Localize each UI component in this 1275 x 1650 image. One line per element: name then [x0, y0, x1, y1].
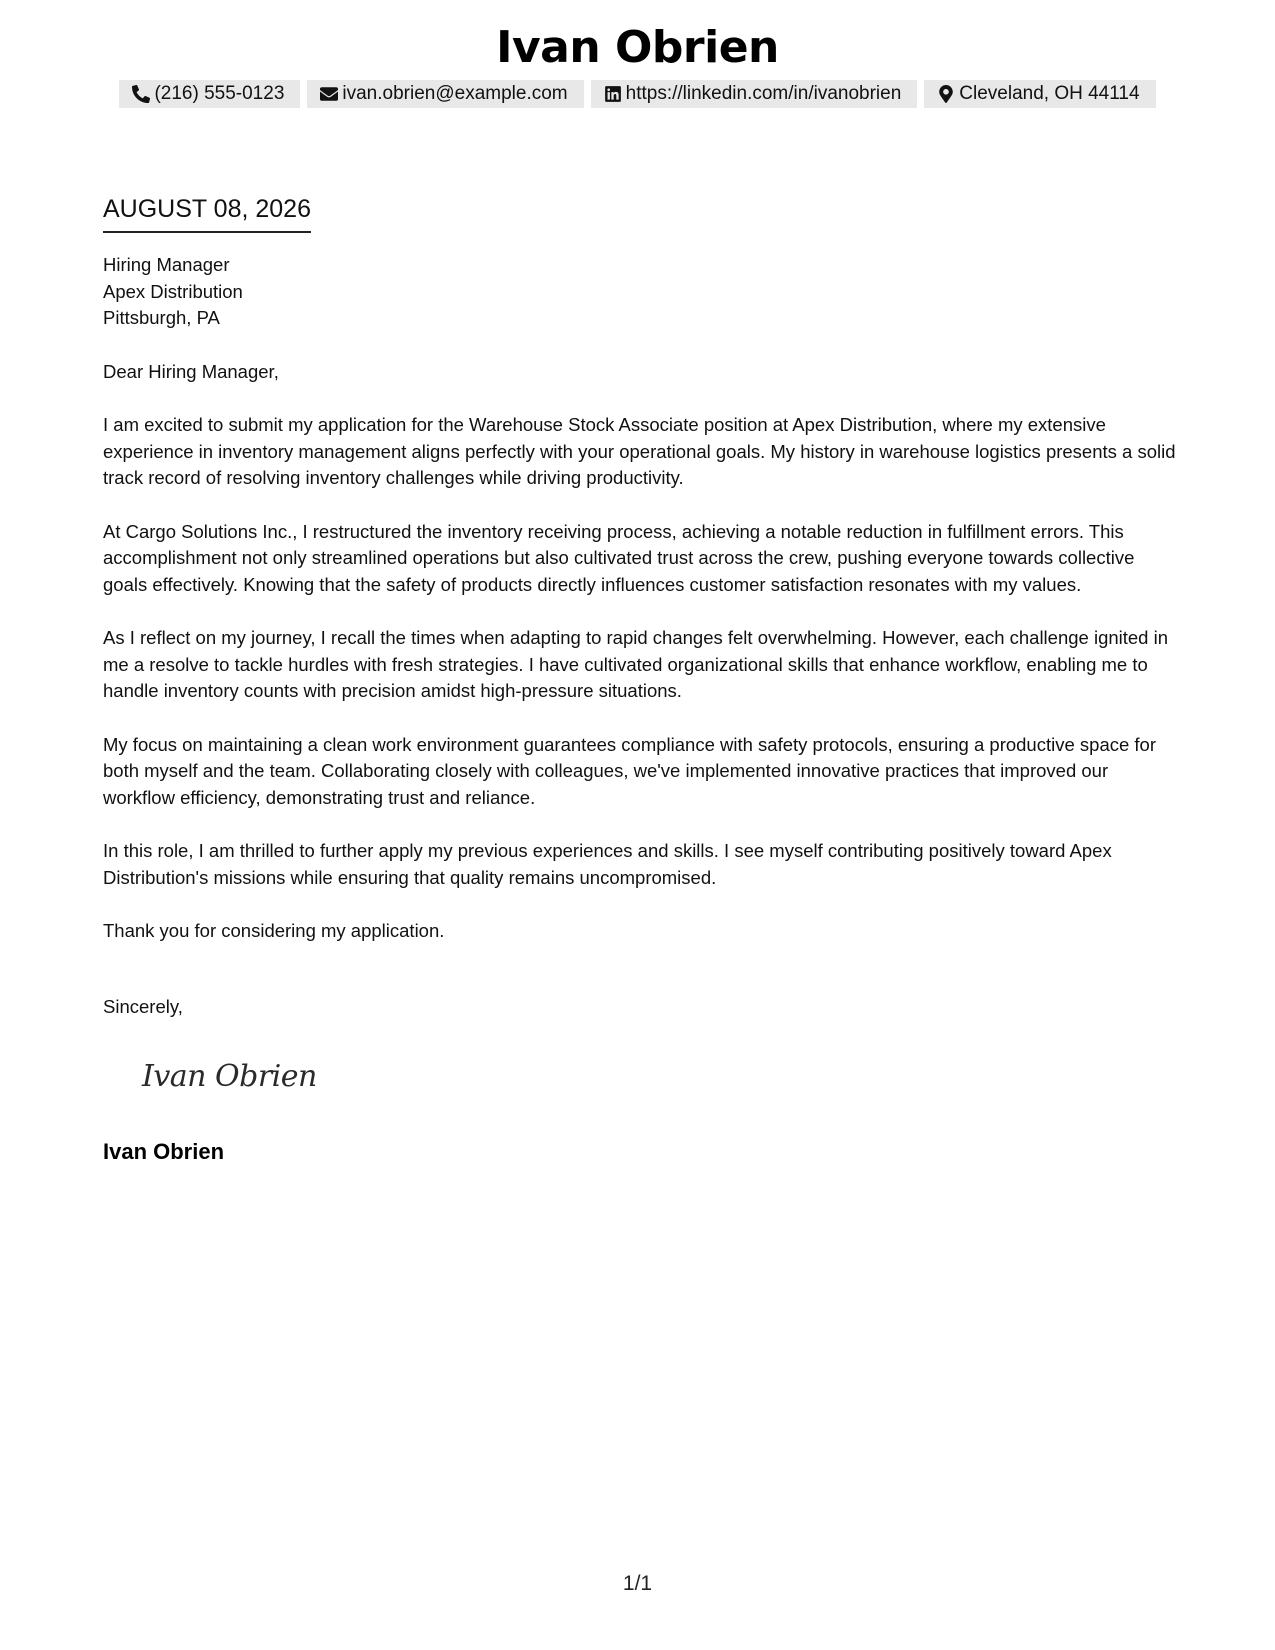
paragraph: Thank you for considering my application.: [103, 920, 445, 941]
email-text: ivan.obrien@example.com: [342, 83, 568, 104]
phone-text: (216) 555-0123: [154, 83, 285, 104]
linkedin-icon: [604, 85, 622, 103]
contact-bar: [0, 80, 1275, 108]
contact-email[interactable]: [307, 80, 583, 108]
paragraph: My focus on maintaining a clean work environment guarantees compliance with safety protocols, ensuring a productive space for both myself and the team. Collaborating closely with colleagues, we've implemented innovative practices that improved our workflow efficiency, demonstrating trust and reliance.: [103, 733, 1157, 808]
paragraph: In this role, I am thrilled to further apply my previous experiences and skills. I see myself contributing positively toward Apex Distribution's missions while ensuring that quality remains uncompromised.: [103, 840, 1112, 888]
signature-text: Ivan Obrien: [142, 1059, 317, 1094]
linkedin-text: https://linkedin.com/in/ivanobrien: [625, 83, 902, 104]
recipient-location: Pittsburgh, PA: [103, 307, 220, 328]
map-marker-icon: [937, 85, 955, 103]
recipient-title: Hiring Manager: [103, 254, 230, 275]
signer-name: Ivan Obrien: [103, 1139, 225, 1164]
applicant-name: Ivan Obrien: [496, 22, 779, 73]
recipient-company: Apex Distribution: [103, 280, 243, 302]
paragraph: As I reflect on my journey, I recall the times when adapting to rapid changes felt overwhelming. However, each challenge ignited in me a resolve to tackle hurdles with fresh strategies. I have cultivated organizational skills that enhance workflow, enabling me to handle inventory counts with precision amidst high-pressure situations.: [103, 627, 1169, 701]
contact-linkedin[interactable]: [591, 80, 918, 108]
contact-location: [924, 80, 1155, 108]
recipient-block: [103, 252, 1183, 332]
salutation: Dear Hiring Manager,: [103, 360, 279, 382]
paragraph: I am excited to submit my application for the Warehouse Stock Associate position at Apex Distribution, where my extensive experience in inventory management aligns perfectly with your operational goals. My history in warehouse logistics presents a solid track record of resolving inventory challenges while driving productivity.: [103, 414, 1176, 488]
signature-image: [138, 1050, 338, 1100]
letter-date: AUGUST 08, 2026: [103, 193, 311, 233]
closing: Sincerely,: [103, 996, 183, 1017]
page-number: 1/1: [622, 1572, 653, 1595]
contact-phone: [119, 80, 300, 108]
location-text: Cleveland, OH 44114: [959, 83, 1140, 104]
envelope-icon: [320, 85, 338, 103]
phone-icon: [132, 85, 150, 103]
letter-body: [103, 252, 1183, 945]
paragraph: At Cargo Solutions Inc., I restructured the inventory receiving process, achieving a notable reduction in fulfillment errors. This accomplishment not only streamlined operations but also cultivated trust across the crew, pushing everyone towards collective goals effectively. Knowing that the safety of products directly influences customer satisfaction resonates with my values.: [103, 520, 1135, 595]
